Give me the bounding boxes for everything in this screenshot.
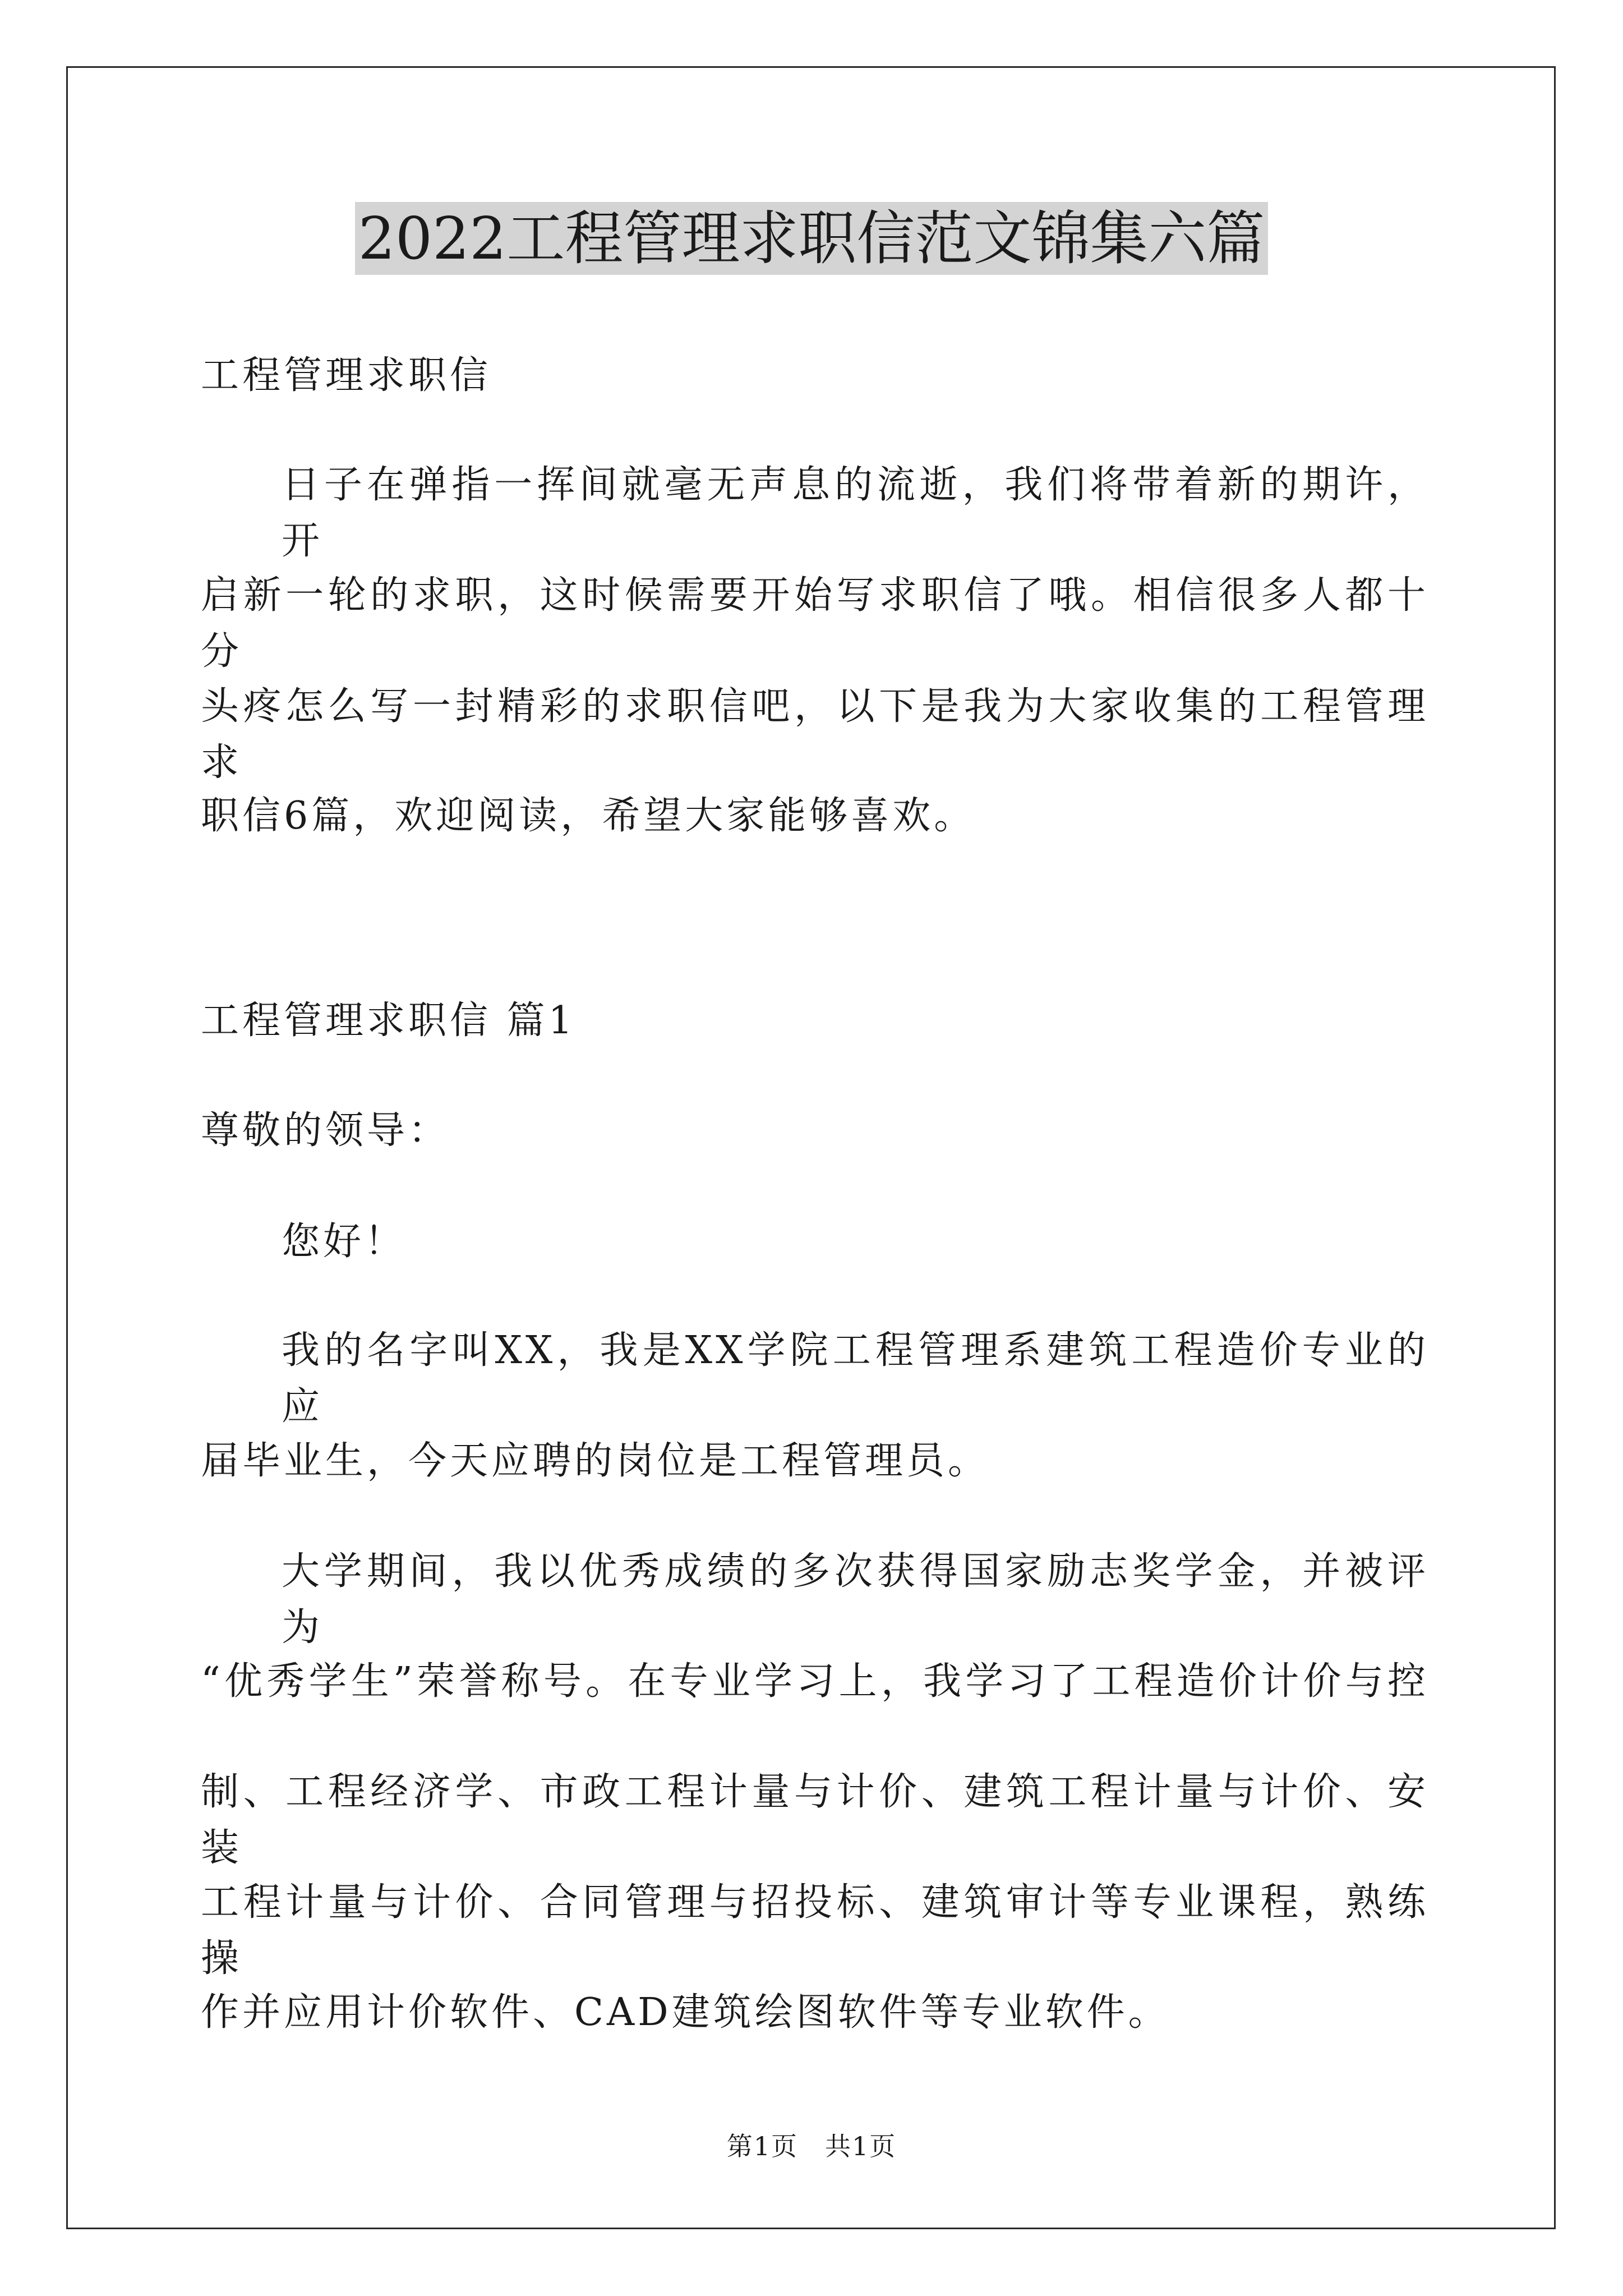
document-title-text: 2022工程管理求职信范文锦集六篇 <box>355 202 1269 275</box>
paragraph-line: 日子在弹指一挥间就毫无声息的流逝，我们将带着新的期许，开 <box>282 463 1429 563</box>
paragraph-line: 作并应用计价软件、CAD建筑绘图软件等专业软件。 <box>201 1990 1170 2035</box>
paragraph-line: 启新一轮的求职，这时候需要开始写求职信了哦。相信很多人都十分 <box>201 573 1429 674</box>
salutation: 尊敬的领导： <box>201 1108 450 1153</box>
document-title <box>0 202 1623 275</box>
section-heading: 工程管理求职信 <box>201 353 492 398</box>
section-heading: 工程管理求职信 篇1 <box>201 999 576 1043</box>
paragraph-line: 职信6篇，欢迎阅读，希望大家能够喜欢。 <box>201 794 976 838</box>
paragraph-line: 我的名字叫XX，我是XX学院工程管理系建筑工程造价专业的应 <box>282 1328 1429 1429</box>
paragraph-line: 大学期间，我以优秀成绩的多次获得国家励志奖学金，并被评为 <box>282 1549 1429 1650</box>
paragraph-line: “优秀学生”荣誉称号。在专业学习上，我学习了工程造价计价与控 <box>201 1659 1429 1704</box>
page-footer: 第1页 共1页 <box>726 2131 897 2161</box>
paragraph-line: 工程计量与计价、合同管理与招投标、建筑审计等专业课程，熟练操 <box>201 1880 1429 1981</box>
greeting: 您好！ <box>282 1220 407 1264</box>
paragraph-line: 头疼怎么写一封精彩的求职信吧，以下是我为大家收集的工程管理求 <box>201 684 1429 785</box>
paragraph-line: 届毕业生，今天应聘的岗位是工程管理员。 <box>201 1439 990 1483</box>
paragraph-line: 制、工程经济学、市政工程计量与计价、建筑工程计量与计价、安装 <box>201 1770 1429 1870</box>
